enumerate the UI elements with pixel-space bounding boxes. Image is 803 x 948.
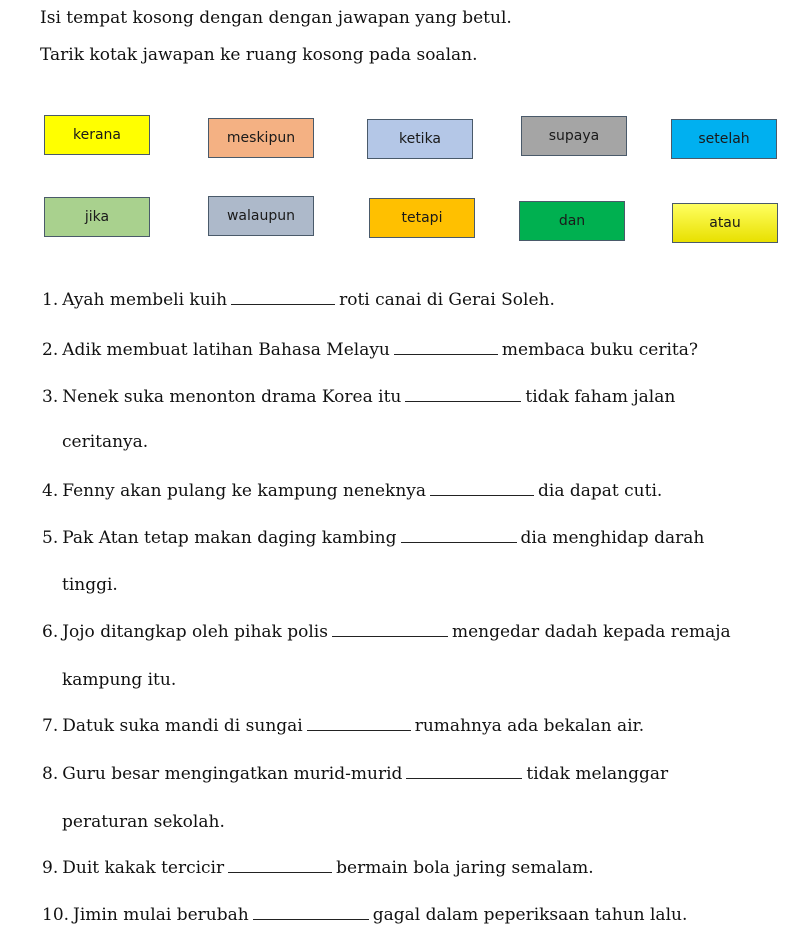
question-text-after: dia menghidap darah: [520, 528, 705, 548]
question-text-before: Ayah membeli kuih: [62, 290, 228, 310]
question-6: [42, 622, 731, 642]
blank-drop-zone-8[interactable]: [406, 764, 522, 779]
blank-drop-zone-9[interactable]: [228, 858, 332, 873]
question-3-continuation: ceritanya.: [62, 432, 149, 452]
question-text-after: rumahnya ada bekalan air.: [414, 716, 645, 736]
question-number: 5.: [42, 528, 59, 548]
question-9: [42, 858, 594, 878]
question-text-before: Jojo ditangkap oleh pihak polis: [62, 622, 328, 642]
question-2: [42, 340, 698, 360]
question-4: [42, 481, 662, 501]
question-5-continuation: tinggi.: [62, 575, 118, 595]
answer-box-dan[interactable]: dan: [519, 201, 625, 241]
answer-box-jika[interactable]: jika: [44, 197, 150, 237]
question-number: 2.: [42, 340, 59, 360]
instruction-line-1: Isi tempat kosong dengan dengan jawapan yang betul.: [40, 8, 512, 28]
question-text-after: bermain bola jaring semalam.: [336, 858, 594, 878]
question-10: [42, 905, 687, 925]
question-3: [42, 387, 675, 407]
question-text-before: Datuk suka mandi di sungai: [62, 716, 303, 736]
question-7: [42, 716, 644, 736]
question-number: 9.: [42, 858, 59, 878]
answer-box-atau[interactable]: atau: [672, 203, 778, 243]
blank-drop-zone-6[interactable]: [332, 622, 448, 637]
blank-drop-zone-10[interactable]: [253, 905, 369, 920]
answer-box-ketika[interactable]: ketika: [367, 119, 473, 159]
blank-drop-zone-4[interactable]: [430, 481, 534, 496]
question-text-after: mengedar dadah kepada remaja: [451, 622, 731, 642]
question-text-after: tidak melanggar: [526, 764, 669, 784]
question-text-after: dia dapat cuti.: [538, 481, 663, 501]
question-text-before: Fenny akan pulang ke kampung neneknya: [62, 481, 427, 501]
question-text-before: Adik membuat latihan Bahasa Melayu: [62, 340, 390, 360]
answer-box-tetapi[interactable]: tetapi: [369, 198, 475, 238]
question-8: [42, 764, 668, 784]
blank-drop-zone-3[interactable]: [405, 387, 521, 402]
answer-box-walaupun[interactable]: walaupun: [208, 196, 314, 236]
blank-drop-zone-7[interactable]: [307, 716, 411, 731]
answer-box-kerana[interactable]: kerana: [44, 115, 150, 155]
question-number: 6.: [42, 622, 59, 642]
question-1: [42, 290, 555, 310]
question-number: 7.: [42, 716, 59, 736]
question-5: [42, 528, 704, 548]
question-text-after: tidak faham jalan: [525, 387, 676, 407]
question-text-after: membaca buku cerita?: [501, 340, 698, 360]
question-number: 4.: [42, 481, 59, 501]
question-number: 1.: [42, 290, 59, 310]
blank-drop-zone-5[interactable]: [401, 528, 517, 543]
answer-box-setelah[interactable]: setelah: [671, 119, 777, 159]
answer-box-meskipun[interactable]: meskipun: [208, 118, 314, 158]
question-number: 3.: [42, 387, 59, 407]
blank-drop-zone-1[interactable]: [231, 290, 335, 305]
question-number: 10.: [42, 905, 70, 925]
instruction-line-2: Tarik kotak jawapan ke ruang kosong pada soalan.: [40, 45, 478, 65]
question-text-before: Duit kakak tercicir: [62, 858, 225, 878]
question-text-after: roti canai di Gerai Soleh.: [339, 290, 555, 310]
question-8-continuation: peraturan sekolah.: [62, 812, 225, 832]
blank-drop-zone-2[interactable]: [394, 340, 498, 355]
question-text-before: Nenek suka menonton drama Korea itu: [62, 387, 402, 407]
answer-box-supaya[interactable]: supaya: [521, 116, 627, 156]
question-text-before: Guru besar mengingatkan murid-murid: [62, 764, 403, 784]
question-6-continuation: kampung itu.: [62, 670, 177, 690]
question-number: 8.: [42, 764, 59, 784]
question-text-after: gagal dalam peperiksaan tahun lalu.: [372, 905, 688, 925]
question-text-before: Pak Atan tetap makan daging kambing: [62, 528, 397, 548]
question-text-before: Jimin mulai berubah: [73, 905, 249, 925]
